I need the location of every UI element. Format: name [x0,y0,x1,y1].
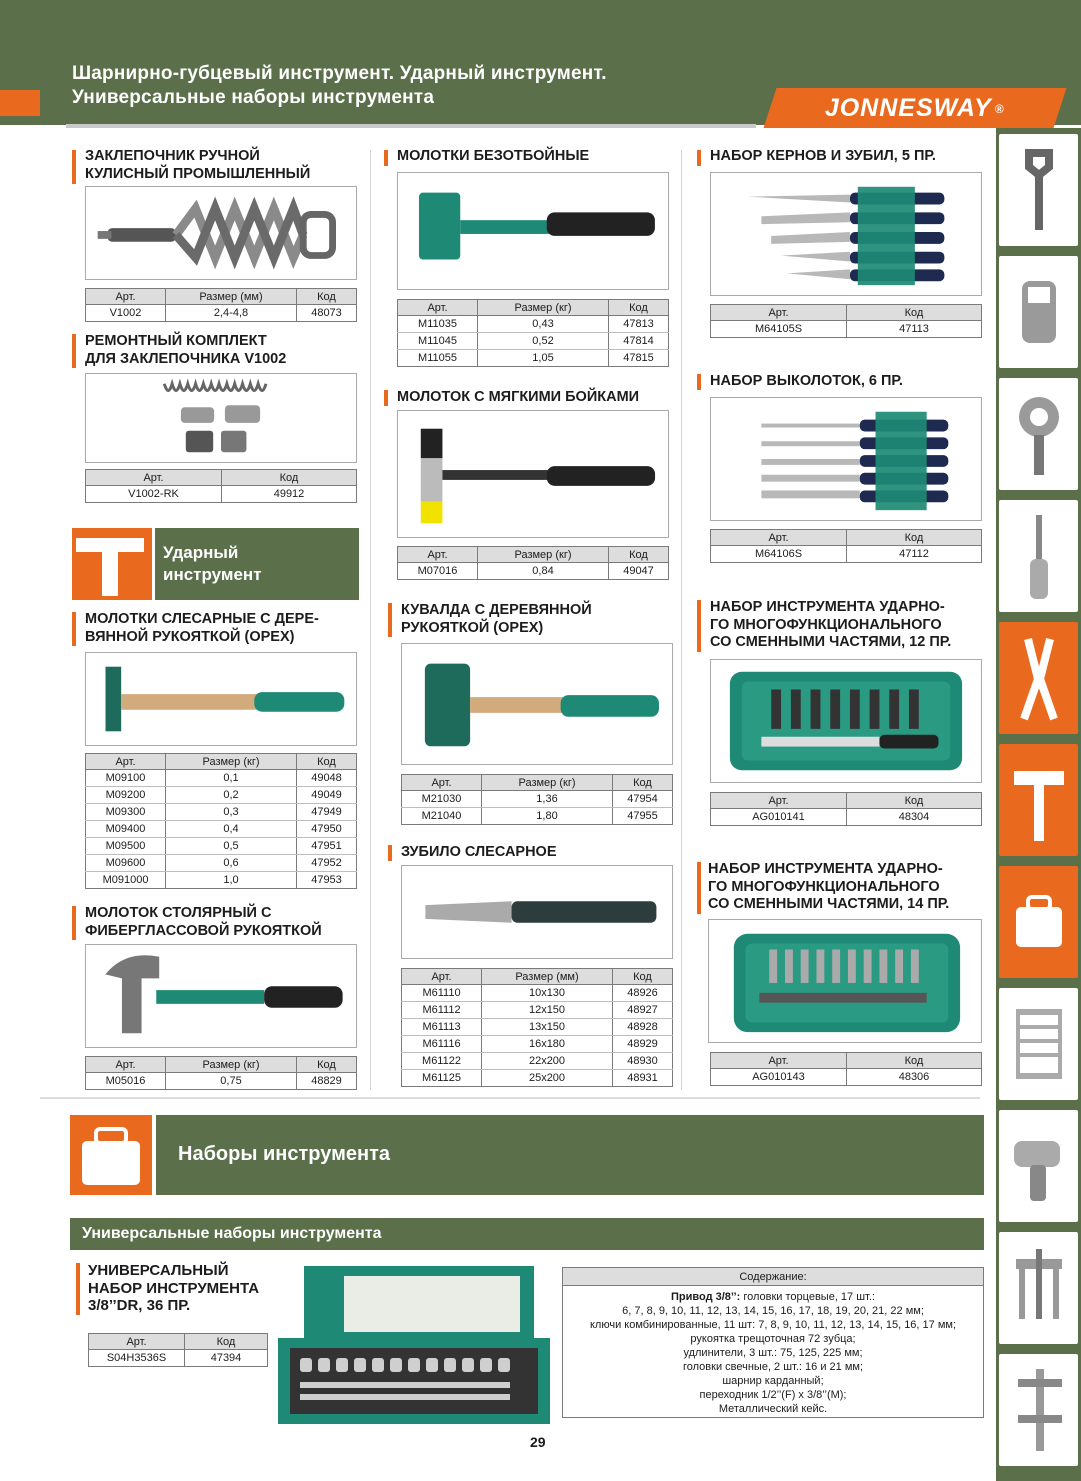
header-accent [0,90,40,116]
contents-line: Металлический кейс. [718,1403,828,1415]
punch-set6-image [710,397,982,521]
sledge-title: КУВАЛДА С ДЕРЕВЯННОЙ РУКОЯТКОЙ (ОРЕХ) [401,602,592,636]
sidebar-category-tool-cabinet [999,988,1078,1100]
soft-hammer-title: МОЛОТОК С МЯГКИМИ БОЙКАМИ [397,389,640,405]
table-row: M61116 16x180 48929 [402,1036,673,1053]
set36-image [276,1262,552,1426]
claw-hammer-table: Арт. Размер (кг) Код M05016 0,75 48829 [85,1056,357,1090]
table-row: M09400 0,4 47950 [86,821,357,838]
page-title-line1: Шарнирно-губцевый инструмент. Ударный инструмент. [72,63,607,84]
table-row: V1002-RK 49912 [86,486,357,503]
riveter-image [85,186,357,280]
punch-set6-title: НАБОР ВЫКОЛОТОК, 6 ПР. [710,373,903,389]
title-marker [388,845,392,861]
bench-hammer-table: Арт. Размер (кг) Код M09100 0,1 49048 M09200 0,2 49049 M09300 0,3 47949 M09400 0,4 47950 M09500 0,5 47951 M09600 0,6 47952 M091000 1,0 47953 [85,753,357,889]
soft-hammer-image [397,410,669,538]
set36-title: УНИВЕРСАЛЬНЫЙ НАБОР ИНСТРУМЕНТА 3/8’’DR, 36 ПР. [88,1262,260,1314]
title-marker [72,150,76,184]
sidebar-category-ratchet [999,378,1078,490]
table-row: M09100 0,1 49048 [86,770,357,787]
sidebar-category-socket [999,256,1078,368]
title-marker [697,374,701,390]
title-marker [72,334,76,368]
sidebar-category-impact-wrench [999,1110,1078,1222]
ratchet-icon [1008,389,1070,479]
table-row: M09500 0,5 47951 [86,838,357,855]
contents-line: ключи комбинированные, 11 шт: 7, 8, 9, 10, 11, 12, 13, 14, 15, 16, 17 мм; [589,1319,957,1331]
claw-hammer-title: МОЛОТОК СТОЛЯРНЫЙ С ФИБЕРГЛАССОВОЙ РУКОЯТКОЙ [85,905,322,939]
table-row: M61122 22x200 48930 [402,1053,673,1070]
hammer-icon [72,528,152,600]
page-number: 29 [530,1434,546,1450]
title-marker [384,150,388,166]
punch-set6-table: Арт. Код M64106S 47112 [710,529,982,563]
table-row: M091000 1,0 47953 [86,872,357,889]
impact-wrench-icon [1008,1121,1070,1211]
punch-set5-title: НАБОР КЕРНОВ И ЗУБИЛ, 5 ПР. [710,148,936,164]
table-row: M61110 10x130 48926 [402,985,673,1002]
page-title-line2: Универсальные наборы инструмента [72,87,435,108]
toolcase-icon [70,1115,152,1195]
set36-contents [562,1267,984,1418]
title-marker [72,612,76,646]
impact12-title: НАБОР ИНСТРУМЕНТА УДАРНО- ГО МНОГОФУНКЦИОНАЛЬНОГО СО СМЕННЫМИ ЧАСТЯМИ, 12 ПР. [710,599,952,650]
column-divider [370,150,371,1090]
title-marker [72,906,76,940]
contents-line: головки свечные, 2 шт.: 16 и 21 мм; [682,1361,864,1373]
punch-set5-image [710,172,982,296]
table-row: M64105S 47113 [711,321,982,338]
soft-hammer-table: Арт. Размер (кг) Код M07016 0,84 49047 [397,546,669,580]
contents-line: головки торцевые, 17 шт.: [740,1291,875,1303]
deadblow-table: Арт. Размер (кг) Код M11035 0,43 47813 M11045 0,52 47814 M11055 1,05 47815 [397,299,669,367]
riveter-title: ЗАКЛЕПОЧНИК РУЧНОЙ КУЛИСНЫЙ ПРОМЫШЛЕННЫЙ [85,148,311,182]
screwdriver-icon [1008,511,1070,601]
title-marker [697,600,701,652]
table-row: M09300 0,3 47949 [86,804,357,821]
title-marker [384,390,388,406]
section-impact-icon-box [72,528,152,600]
table-row: M09600 0,6 47952 [86,855,357,872]
contents-line: рукоятка трещоточная 72 зубца; [690,1333,856,1345]
toolcase-icon [1008,877,1070,967]
section-impact-title: Ударный инструмент [155,528,359,600]
impact14-table: Арт. Код AG010143 48306 [710,1052,982,1086]
table-row: M11035 0,43 47813 [398,316,669,333]
page-title [72,62,607,110]
column-divider [681,150,682,1090]
chisel-title: ЗУБИЛО СЛЕСАРНОЕ [401,844,557,860]
sidebar-category-wrench [999,134,1078,246]
table-row: M64106S 47112 [711,546,982,563]
pliers-icon [1008,633,1070,723]
sledge-image [401,643,673,765]
bench-hammer-image [85,652,357,746]
category-sidebar [996,128,1081,1481]
sidebar-category-screwdriver [999,500,1078,612]
subsection-universal-sets: Универсальные наборы инструмента [70,1218,984,1250]
tool-cabinet-icon [1008,999,1070,1089]
contents-line: переходник 1/2’’(F) x 3/8’’(M); [699,1389,847,1401]
sidebar-category-pliers [999,622,1078,734]
chisel-table: Арт. Размер (мм) Код M61110 10x130 48926 M61112 12x150 48927 M61113 13x150 48928 M61116 16x180 48929 M61122 22x200 48930 M61125 25x200 48931 [401,968,673,1087]
table-row: M21030 1,36 47954 [402,791,673,808]
socket-icon [1008,267,1070,357]
repair-kit-table: Арт. Код V1002-RK 49912 [85,469,357,503]
punch-set5-table: Арт. Код M64105S 47113 [710,304,982,338]
riveter-table: Арт. Размер (мм) Код V1002 2,4-4,8 48073 [85,288,357,322]
section-sets-title: Наборы инструмента [156,1115,984,1195]
contents-lead: Привод 3/8’’: [671,1291,741,1303]
contents-line: удлинители, 3 шт.: 75, 125, 225 мм; [683,1347,863,1359]
sidebar-category-caliper [999,1354,1078,1466]
title-marker [697,862,701,914]
table-row: M61125 25x200 48931 [402,1070,673,1087]
claw-hammer-image [85,944,357,1048]
table-row: M61113 13x150 48928 [402,1019,673,1036]
table-row: V1002 2,4-4,8 48073 [86,305,357,322]
bench-hammer-title: МОЛОТКИ СЛЕСАРНЫЕ С ДЕРЕ- ВЯННОЙ РУКОЯТКОЙ (ОРЕХ) [85,611,319,645]
table-row: AG010143 48306 [711,1069,982,1086]
impact14-title: НАБОР ИНСТРУМЕНТА УДАРНО- ГО МНОГОФУНКЦИОНАЛЬНОГО СО СМЕННЫМИ ЧАСТЯМИ, 14 ПР. [708,861,950,912]
impact12-image [710,659,982,783]
sledge-table: Арт. Размер (кг) Код M21030 1,36 47954 M21040 1,80 47955 [401,774,673,825]
sidebar-category-hammer [999,744,1078,856]
caliper-icon [1008,1365,1070,1455]
deadblow-title: МОЛОТКИ БЕЗОТБОЙНЫЕ [397,148,590,164]
brand-logo: JONNESWAY ® [764,88,1067,128]
sidebar-category-toolcase [999,866,1078,978]
deadblow-image [397,172,669,290]
table-row: M07016 0,84 49047 [398,563,669,580]
title-marker [697,150,701,166]
header-rule [66,124,756,128]
table-row: M61112 12x150 48927 [402,1002,673,1019]
puller-icon [1008,1243,1070,1333]
section-sets-icon-box [70,1115,152,1195]
hammer-icon [1008,755,1070,845]
table-row: M11055 1,05 47815 [398,350,669,367]
table-row: M11045 0,52 47814 [398,333,669,350]
set36-table: Арт. Код S04H3536S 47394 [88,1333,268,1367]
impact12-table: Арт. Код AG010141 48304 [710,792,982,826]
table-row: M21040 1,80 47955 [402,808,673,825]
impact14-image [708,919,982,1043]
contents-line: шарнир карданный; [722,1375,824,1387]
table-row: M09200 0,2 49049 [86,787,357,804]
section-divider [40,1097,980,1099]
repair-kit-image [85,373,357,463]
wrench-icon [1008,145,1070,235]
table-row: S04H3536S 47394 [89,1350,268,1367]
table-row: AG010141 48304 [711,809,982,826]
table-row: M05016 0,75 48829 [86,1073,357,1090]
title-marker [76,1263,80,1315]
contents-line: 6, 7, 8, 9, 10, 11, 12, 13, 14, 15, 16, 17, 18, 19, 20, 21, 22 мм; [622,1305,924,1317]
title-marker [388,603,392,637]
sidebar-category-puller [999,1232,1078,1344]
repair-kit-title: РЕМОНТНЫЙ КОМПЛЕКТ ДЛЯ ЗАКЛЕПОЧНИКА V1002 [85,333,287,367]
contents-header: Содержание: [563,1268,983,1286]
chisel-image [401,865,673,959]
